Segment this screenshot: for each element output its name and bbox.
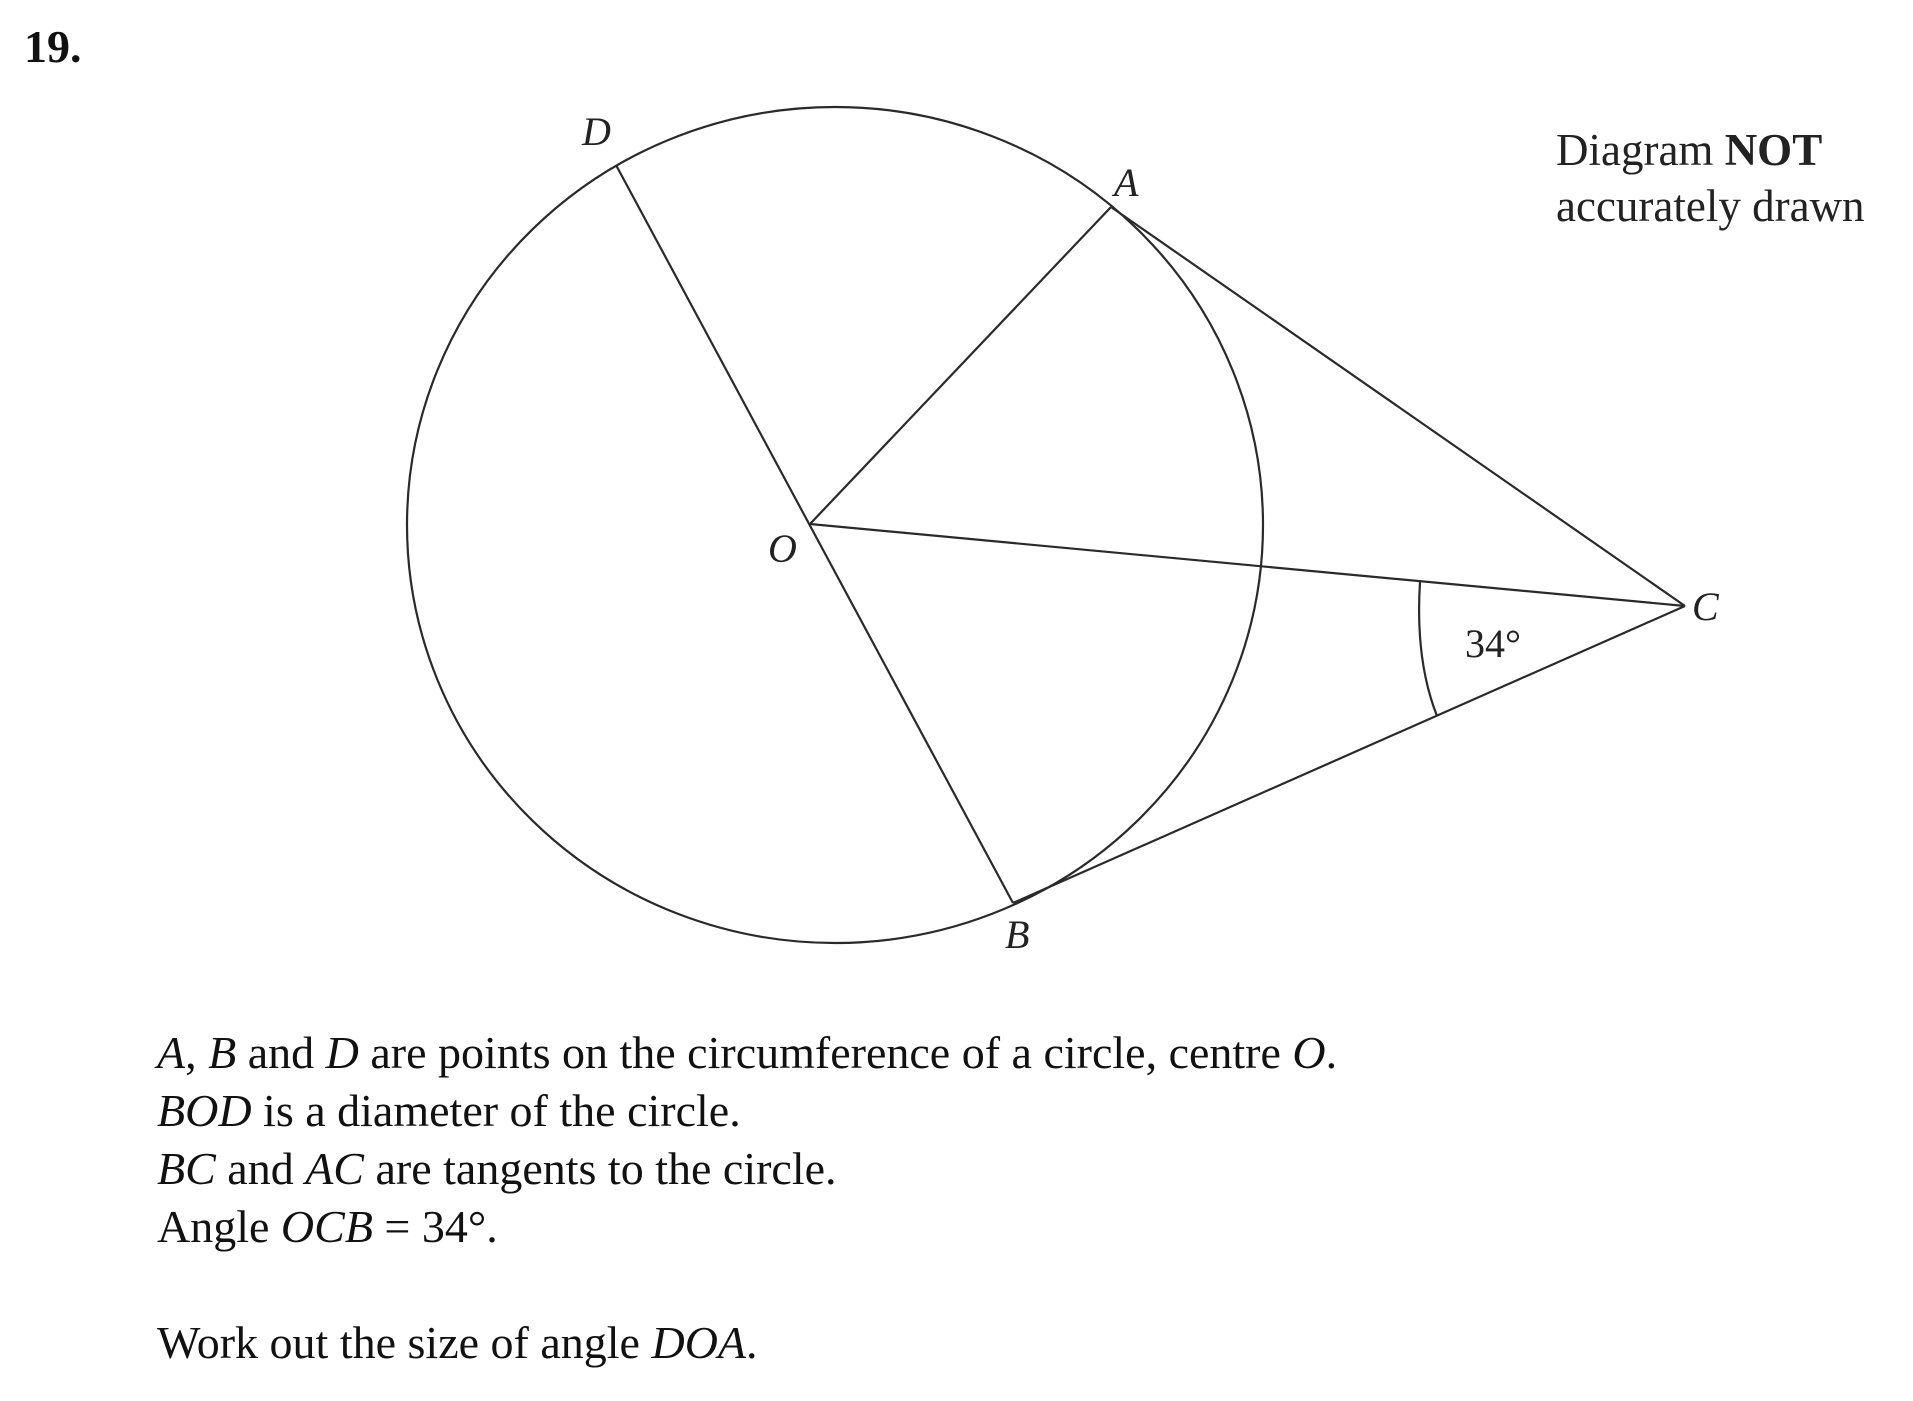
diagram-note [1556,122,1865,234]
line-oc [810,524,1685,606]
question-text [157,1024,1337,1372]
diagram-note-line2: accurately drawn [1556,181,1865,231]
statement-line-2: BOD is a diameter of the circle. [157,1085,741,1136]
label-c: C [1692,584,1719,629]
tangent-bc [1013,606,1685,903]
label-a: A [1114,160,1139,205]
question-prompt: Work out the size of angle DOA. [157,1317,758,1368]
radius-oa [810,207,1111,524]
diameter-bod [616,165,1013,903]
diagram-note-line1: Diagram NOT [1556,125,1823,175]
statement-line-4: Angle OCB = 34°. [157,1201,498,1252]
statement-line-3: BC and AC are tangents to the circle. [157,1143,837,1194]
label-b: B [1005,912,1030,957]
circle [407,107,1263,943]
label-o: O [768,526,797,571]
angle-arc [1419,582,1437,716]
statement-line-1: A, B and D are points on the circumference of a circle, centre O. [157,1027,1338,1078]
label-d: D [582,109,611,154]
angle-label: 34° [1465,621,1521,666]
tangent-ac [1111,207,1685,606]
not-emphasis: NOT [1724,125,1823,175]
question-number: 19. [24,21,82,72]
spacer [157,1256,1337,1314]
